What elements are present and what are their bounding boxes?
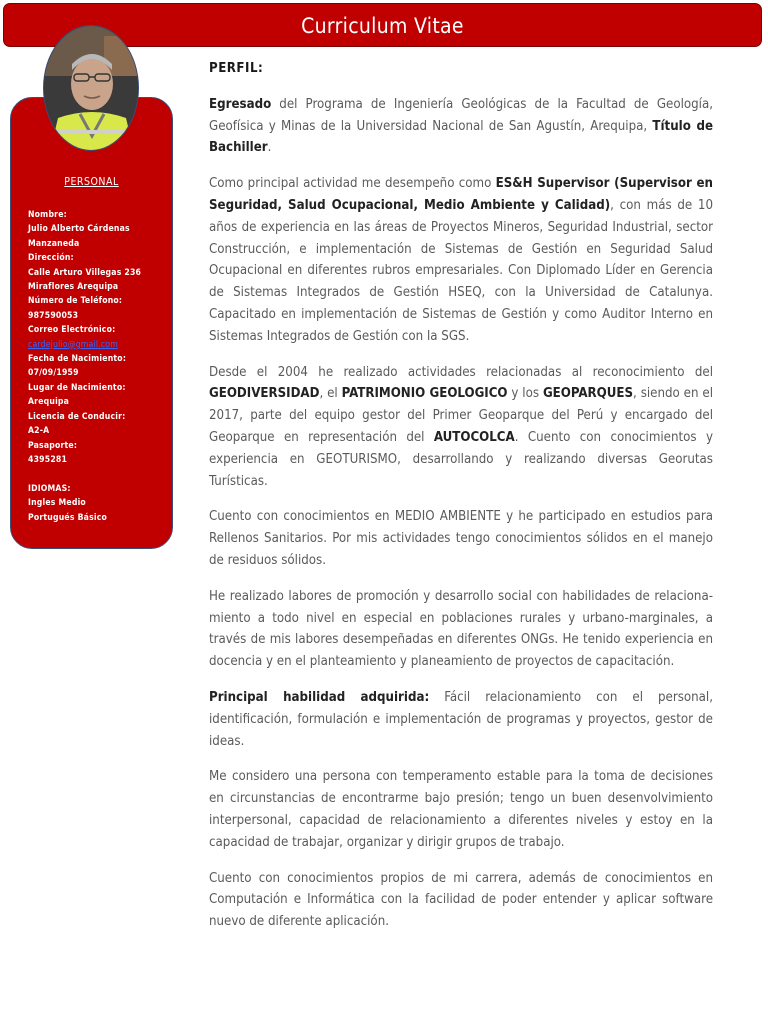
profile-paragraph-1: Egresado del Programa de Ingeniería Geológicas de la Facultad de Geología, Geofísica y Minas de la Universidad Nacional de San Agustín, Arequipa, Título de Bachiller. — [209, 96, 713, 156]
value-passport: 4395281 — [28, 454, 68, 465]
profile-paragraph-6: Principal habilidad adquirida: Fácil relacionamiento con el personal, identificación, formulación e implementación de programas y proyectos, gestor de ideas. — [209, 689, 713, 749]
label-birthdate: Fecha de Nacimiento: — [28, 354, 127, 365]
profile-paragraph-7: Me considero una persona con temperamento estable para la toma de decisiones en circunstancias de encontrarme bajo presión; tengo un buen desenvolvimiento interpersonal, capacidad de relacionamiento a diferentes niveles y estoy en la capacidad de trabajar, organizar y dirigir grupos de trabajo. — [209, 769, 713, 850]
label-phone: Número de Teléfono: — [28, 296, 123, 307]
value-birthplace: Arequipa — [28, 397, 70, 408]
personal-heading: PERSONAL — [64, 176, 119, 188]
label-languages: IDIOMAS: — [28, 483, 71, 494]
profile-paragraph-5: He realizado labores de promoción y desarrollo social con habilidades de relaciona-miento a todo nivel en especial en poblaciones rurales y urbano-marginales, a través de mis labores desempeñadas en diferentes ONGs. He tenido experiencia en docencia y en el planteamiento y planeamiento de proyectos de capacitación. — [209, 588, 713, 670]
value-name-2: Manzaneda — [28, 238, 80, 249]
spacer — [28, 467, 168, 481]
label-birthplace: Lugar de Nacimiento: — [28, 382, 126, 393]
profile-heading: PERFIL: — [209, 61, 264, 76]
label-name: Nombre: — [28, 210, 67, 220]
profile-paragraph-2: Como principal actividad me desempeño como ES&H Supervisor (Supervisor en Seguridad, Salud Ocupacional, Medio Ambiente y Calidad), con más de 10 años de experiencia en las áreas de Proyectos Mineros, Seguridad Industrial, sector Construcción, e implementación de Sistemas de Gestión en Seguridad Salud Ocupacional en diferentes rubros empresariales. Con Diplomado Líder en Gerencia de Sistemas Integrados de Gestión HSEQ, con la Universidad de Catalunya. Capacitado en implementación de Sistemas de Gestión y como Auditor Interno en Sistemas Integrados de Gestión con la SGS. — [209, 176, 713, 344]
value-address-1: Calle Arturo Villegas 236 — [28, 267, 142, 278]
value-license: A2-A — [28, 426, 50, 437]
value-phone: 987590053 — [28, 310, 79, 321]
value-address-2: Miraflores Arequipa — [28, 282, 119, 293]
email-link[interactable]: cardejulio@gmail.com — [28, 339, 118, 350]
label-address: Dirección: — [28, 253, 74, 264]
profile-paragraph-4: Cuento con conocimientos en MEDIO AMBIENTE y he participado en estudios para Rellenos Sanitarios. Por mis actividades tengo conocimientos sólidos en el manejo de residuos sólidos. — [209, 509, 713, 568]
value-name-1: Julio Alberto Cárdenas — [28, 224, 130, 235]
label-email: Correo Electrónico: — [28, 325, 116, 336]
profile-paragraph-3: Desde el 2004 he realizado actividades relacionadas al reconocimiento del GEODIVERSIDAD, el PATRIMONIO GEOLOGICO y los GEOPARQUES, siendo en el 2017, parte del equipo gestor del Primer Geoparque del Perú y encargado del Geoparque en representación del AUTOCOLCA. Cuento con conocimientos y experiencia en GEOTURISMO, desarrollando y realizando diversas Georutas Turísticas. — [209, 364, 713, 489]
page-title: Curriculum Vitae — [301, 14, 464, 38]
value-language-2: Portugués Básico — [28, 512, 108, 523]
profile-photo — [43, 25, 139, 151]
label-passport: Pasaporte: — [28, 440, 78, 451]
profile-section — [209, 58, 713, 947]
value-language-1: Ingles Medio — [28, 498, 86, 509]
profile-paragraph-8: Cuento con conocimientos propios de mi carrera, además de conocimientos en Computación e Informática con la facilidad de poder entender y aplicar software nuevo de diferente aplicación. — [209, 870, 713, 930]
value-birthdate: 07/09/1959 — [28, 368, 79, 379]
label-license: Licencia de Conducir: — [28, 411, 126, 422]
personal-info-list — [28, 208, 168, 525]
